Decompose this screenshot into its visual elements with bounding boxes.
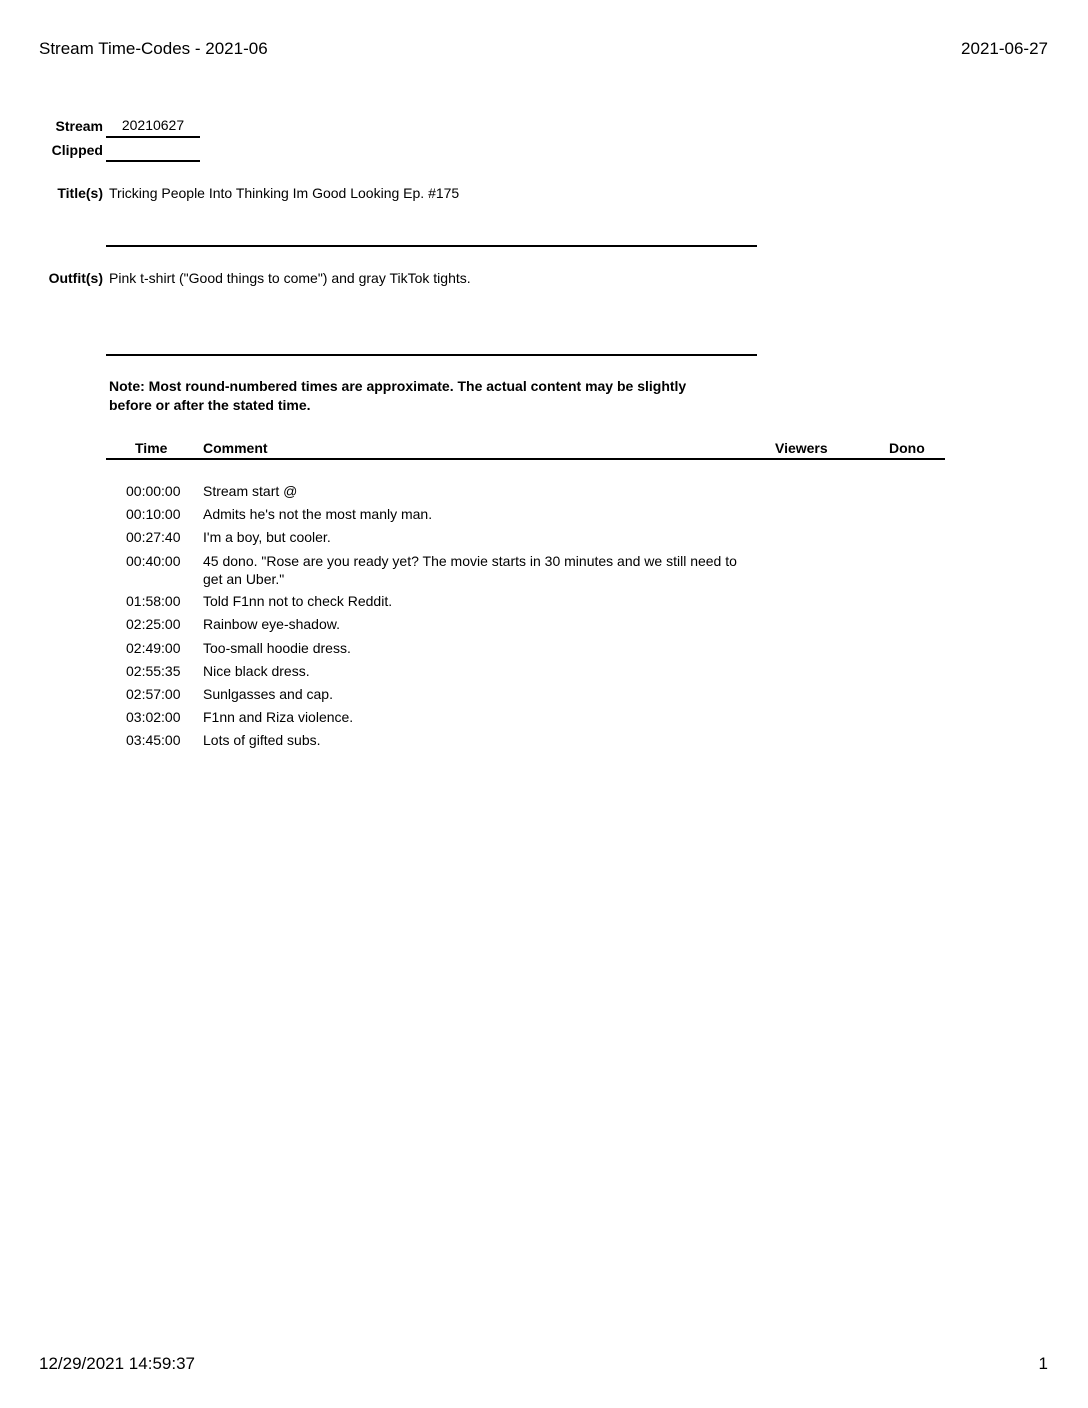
row-time: 00:40:00 <box>126 553 181 569</box>
outfits-label: Outfit(s) <box>48 270 103 286</box>
row-comment: I'm a boy, but cooler. <box>203 529 331 545</box>
titles-value: Tricking People Into Thinking Im Good Looking Ep. #175 <box>109 185 460 201</box>
row-comment: Stream start @ <box>203 483 298 499</box>
row-time: 00:00:00 <box>126 483 181 499</box>
row-time: 01:58:00 <box>126 593 181 609</box>
page-number: 1 <box>1038 1354 1048 1373</box>
column-header-dono: Dono <box>889 440 925 456</box>
row-comment: Lots of gifted subs. <box>203 732 321 748</box>
clipped-value <box>106 142 200 162</box>
approximation-note: Note: Most round-numbered times are approximate. The actual content may be slightly before or after the stated time. <box>109 378 687 413</box>
row-time: 00:27:40 <box>126 529 181 545</box>
outfits-divider <box>106 354 757 356</box>
row-comment: Rainbow eye-shadow. <box>203 616 340 632</box>
row-time: 02:55:35 <box>126 663 181 679</box>
clipped-label: Clipped <box>51 142 103 158</box>
row-time: 03:02:00 <box>126 709 181 725</box>
document-title: Stream Time-Codes - 2021-06 <box>39 39 268 58</box>
row-comment: Nice black dress. <box>203 663 310 679</box>
column-header-time: Time <box>135 440 168 456</box>
row-time: 00:10:00 <box>126 506 181 522</box>
row-time: 02:25:00 <box>126 616 181 632</box>
row-time: 03:45:00 <box>126 732 181 748</box>
titles-label: Title(s) <box>57 185 103 201</box>
stream-label: Stream <box>55 118 103 134</box>
row-comment: 45 dono. "Rose are you ready yet? The movie starts in 30 minutes and we still need to get an Uber." <box>203 553 737 587</box>
row-comment: Sunlgasses and cap. <box>203 686 333 702</box>
column-header-comment: Comment <box>203 440 268 456</box>
row-comment: Told F1nn not to check Reddit. <box>203 593 393 609</box>
titles-divider <box>106 245 757 247</box>
outfits-value: Pink t-shirt ("Good things to come") and gray TikTok tights. <box>109 270 471 286</box>
column-header-viewers: Viewers <box>775 440 828 456</box>
row-time: 02:49:00 <box>126 640 181 656</box>
row-comment: F1nn and Riza violence. <box>203 709 354 725</box>
stream-value: 20210627 <box>106 117 200 138</box>
table-header-divider <box>106 458 945 460</box>
print-timestamp: 12/29/2021 14:59:37 <box>39 1354 195 1373</box>
row-time: 02:57:00 <box>126 686 181 702</box>
row-comment: Admits he's not the most manly man. <box>203 506 433 522</box>
document-date: 2021-06-27 <box>961 39 1048 58</box>
row-comment: Too-small hoodie dress. <box>203 640 351 656</box>
